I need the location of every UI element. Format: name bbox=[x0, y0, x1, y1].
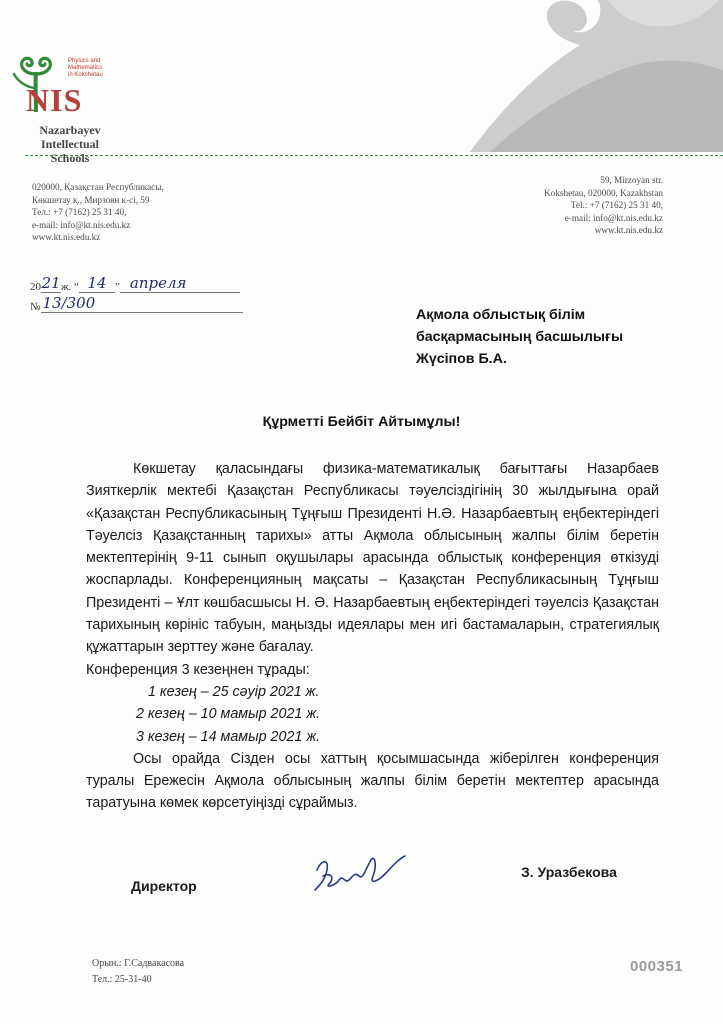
serial-number: 000351 bbox=[630, 958, 684, 975]
address-line: Kokshetau, 020000, Kazakhstan bbox=[544, 187, 663, 198]
address-line: Тел.: +7 (7162) 25 31 40, bbox=[32, 207, 127, 218]
number-handwritten: 13/300 bbox=[41, 294, 243, 313]
registration-date bbox=[30, 273, 243, 293]
logo-small-text bbox=[68, 58, 103, 79]
stage-item: 2 кезең – 10 мамыр 2021 ж. bbox=[136, 706, 321, 723]
address-line: www.kt.nis.edu.kz bbox=[32, 232, 101, 243]
footer-executor bbox=[92, 956, 184, 988]
logo-small-line: Physics and bbox=[68, 58, 101, 64]
registration-number bbox=[30, 293, 243, 313]
logo-small-line: Mathematics bbox=[68, 65, 103, 71]
year-suffix: ж. “ bbox=[61, 281, 79, 293]
day-handwritten: 14 bbox=[79, 274, 115, 293]
addressee-line: басқармасының басшылығы bbox=[416, 329, 624, 345]
body-paragraph: Осы орайда Сізден осы хаттың қосымшасында жіберілген конференция туралы Ережесін Ақмола облысының жалпы білім беретін мектептер арасында таратуына көмек көрсетуіңізді сұраймыз. bbox=[86, 750, 659, 812]
month-handwritten: апреля bbox=[120, 274, 240, 293]
executor-name: Орын.: Г.Садвакасова bbox=[92, 958, 185, 969]
executor-phone: Тел.: 25-31-40 bbox=[92, 974, 152, 985]
address-kazakh bbox=[32, 181, 164, 244]
day-close-quote: ” bbox=[114, 281, 120, 293]
logo-word: Nazarbayev bbox=[39, 123, 101, 137]
address-line: e-mail: info@kt.nis.edu.kz bbox=[32, 219, 131, 230]
address-line: www.kt.nis.edu.kz bbox=[594, 225, 663, 236]
address-line: Tel.: +7 (7162) 25 31 40, bbox=[570, 200, 663, 211]
stage-item: 1 кезең – 25 сәуір 2021 ж. bbox=[148, 683, 320, 700]
header-divider bbox=[25, 155, 723, 156]
logo-school-name bbox=[30, 123, 110, 165]
body-paragraph: Көкшетау қаласындағы физика-математикалық бағыттағы Назарбаев Зияткерлік мектебі Қазақстан Республикасы тәуелсіздігінің 30 жылдығына орай «Қазақстан Республикасының Тұңғыш Президенті Н.Ә. Назарбаевтың еңбектеріндегі Тәуелсіз Қазақстанның тарихы» атты Ақмола облысының жалпы білім беретін мектептерінің 9-11 сынып оқушылары арасында облыстық конференция өткізуді жоспарлады. Конференцияның мақсаты – Қазақстан Республикасының Тұңғыш Президенті – Ұлт көшбасшысы Н. Ә. Назарбаевтың еңбектеріндегі тәуелсіз Қазақстан тарихының көрініс табуын, маңызды идеялары мен игі бастамаларын, стратегиялық құжаттарын зерттеу және бағалау. bbox=[86, 461, 659, 656]
address-english bbox=[544, 174, 663, 237]
handwritten-signature-icon bbox=[305, 850, 415, 900]
address-line: Көкшетау қ., Мирзоян к-сі, 59 bbox=[32, 194, 150, 205]
addressee-line: Ақмола облыстық білім bbox=[416, 307, 586, 323]
logo-word: Intellectual bbox=[41, 137, 99, 151]
number-prefix: № bbox=[30, 301, 41, 313]
year-prefix: 20 bbox=[30, 281, 41, 293]
addressee-block bbox=[416, 304, 623, 370]
logo-small-line: in Kokshetau bbox=[68, 72, 103, 78]
signer-name: З. Уразбекова bbox=[521, 864, 617, 880]
signer-position: Директор bbox=[131, 878, 197, 894]
logo-word: Schools bbox=[50, 151, 90, 165]
year-handwritten: 21 bbox=[41, 274, 61, 292]
logo-nis-text: NIS bbox=[26, 82, 83, 118]
salutation: Құрметті Бейбіт Айтымұлы! bbox=[262, 414, 461, 430]
stage-item: 3 кезең – 14 мамыр 2021 ж. bbox=[136, 728, 321, 745]
stages-intro: Конференция 3 кезеңнен тұрады: bbox=[86, 661, 310, 678]
decorative-swirl-icon bbox=[430, 0, 723, 152]
address-line: 020000, Қазақстан Республикасы, bbox=[32, 182, 164, 192]
address-line: e-mail: info@kt.nis.edu.kz bbox=[564, 212, 663, 223]
address-line: 59, Mirzoyan str. bbox=[600, 175, 663, 185]
registration-block bbox=[30, 273, 243, 313]
addressee-line: Жүсіпов Б.А. bbox=[416, 351, 507, 367]
letter-body bbox=[86, 458, 659, 815]
